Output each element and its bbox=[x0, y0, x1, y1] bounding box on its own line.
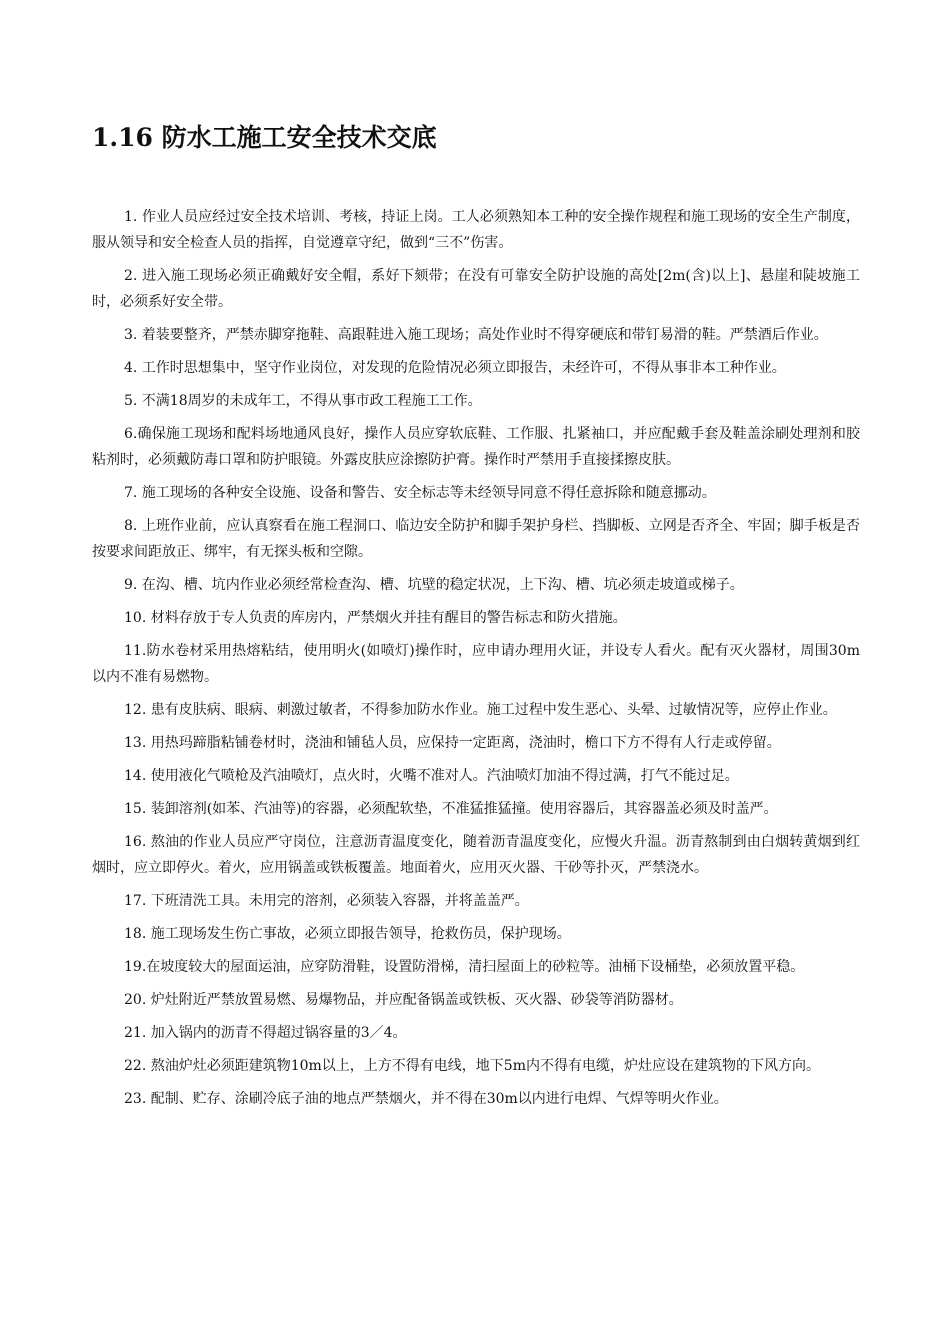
rule-item: 21. 加入锅内的沥青不得超过锅容量的3／4。 bbox=[124, 1025, 407, 1041]
rule-item: 14. 使用液化气喷枪及汽油喷灯，点火时，火嘴不准对人。汽油喷灯加油不得过满，打气不能过足。 bbox=[124, 768, 739, 784]
rule-item: 3. 着装要整齐，严禁赤脚穿拖鞋、高跟鞋进入施工现场；高处作业时不得穿硬底和带钉易滑的鞋。严禁酒后作业。 bbox=[124, 327, 828, 343]
rule-item: 16. 熬油的作业人员应严守岗位，注意沥青温度变化，随着沥青温度变化，应慢火升温。沥青熬制到由白烟转黄烟到红烟时，应立即停火。着火，应用锅盖或铁板覆盖。地面着火，应用灭火器、干砂等扑灭，严禁浇水。 bbox=[92, 834, 860, 876]
rule-item: 23. 配制、贮存、涂刷冷底子油的地点严禁烟火，并不得在30m以内进行电焊、气焊等明火作业。 bbox=[124, 1091, 728, 1107]
document-title: 1.16 防水工施工安全技术交底 bbox=[92, 123, 437, 152]
rule-item: 10. 材料存放于专人负责的库房内，严禁烟火并挂有醒目的警告标志和防火措施。 bbox=[124, 610, 627, 626]
rule-item: 4. 工作时思想集中，坚守作业岗位，对发现的危险情况必须立即报告，未经许可，不得从事非本工种作业。 bbox=[124, 360, 786, 376]
rule-item: 19.在坡度较大的屋面运油，应穿防滑鞋，设置防滑梯，清扫屋面上的砂粒等。油桶下设桶垫，必须放置平稳。 bbox=[124, 959, 805, 975]
rule-item: 11.防水卷材采用热熔粘结，使用明火(如喷灯)操作时，应申请办理用火证，并设专人看火。配有灭火器材，周围30m以内不准有易燃物。 bbox=[92, 643, 860, 685]
rule-item: 15. 装卸溶剂(如苯、汽油等)的容器，必须配软垫，不准猛推猛撞。使用容器后，其容器盖必须及时盖严。 bbox=[124, 801, 778, 817]
rule-item: 22. 熬油炉灶必须距建筑物10m以上，上方不得有电线，地下5m内不得有电缆，炉灶应设在建筑物的下风方向。 bbox=[124, 1058, 820, 1074]
rule-item: 18. 施工现场发生伤亡事故，必须立即报告领导，抢救伤员，保护现场。 bbox=[124, 926, 571, 942]
rule-item: 9. 在沟、槽、坑内作业必须经常检查沟、槽、坑壁的稳定状况，上下沟、槽、坑必须走坡道或梯子。 bbox=[124, 577, 744, 593]
document-page bbox=[92, 118, 860, 1119]
rule-item: 12. 患有皮肤病、眼病、刺激过敏者，不得参加防水作业。施工过程中发生恶心、头晕、过敏情况等，应停止作业。 bbox=[124, 702, 837, 718]
rule-item: 13. 用热玛蹄脂粘铺卷材时，浇油和铺毡人员，应保持一定距离，浇油时，檐口下方不得有人行走或停留。 bbox=[124, 735, 781, 751]
rule-item: 20. 炉灶附近严禁放置易燃、易爆物品，并应配备锅盖或铁板、灭火器、砂袋等消防器材。 bbox=[124, 992, 683, 1008]
rule-item: 1. 作业人员应经过安全技术培训、考核，持证上岗。工人必须熟知本工种的安全操作规程和施工现场的安全生产制度，服从领导和安全检查人员的指挥，自觉遵章守纪，做到“三不”伤害。 bbox=[92, 209, 860, 251]
rule-item: 6.确保施工现场和配料场地通风良好，操作人员应穿软底鞋、工作服、扎紧袖口，并应配戴手套及鞋盖涂刷处理剂和胶粘剂时，必须戴防毒口罩和防护眼镜。外露皮肤应涂擦防护膏。操作时严禁用手直接揉擦皮肤。 bbox=[92, 426, 860, 468]
rule-item: 8. 上班作业前，应认真察看在施工程洞口、临边安全防护和脚手架护身栏、挡脚板、立网是否齐全、牢固；脚手板是否按要求间距放正、绑牢，有无探头板和空隙。 bbox=[92, 518, 860, 560]
rule-item: 7. 施工现场的各种安全设施、设备和警告、安全标志等未经领导同意不得任意拆除和随意挪动。 bbox=[124, 485, 716, 501]
safety-rules-list bbox=[92, 204, 860, 1112]
rule-item: 2. 进入施工现场必须正确戴好安全帽，系好下颏带；在没有可靠安全防护设施的高处[2m(含)以上]、悬崖和陡坡施工时，必须系好安全带。 bbox=[92, 268, 860, 310]
rule-item: 17. 下班清洗工具。未用完的溶剂，必须装入容器，并将盖盖严。 bbox=[124, 893, 529, 909]
rule-item: 5. 不满18周岁的未成年工，不得从事市政工程施工工作。 bbox=[124, 393, 482, 409]
